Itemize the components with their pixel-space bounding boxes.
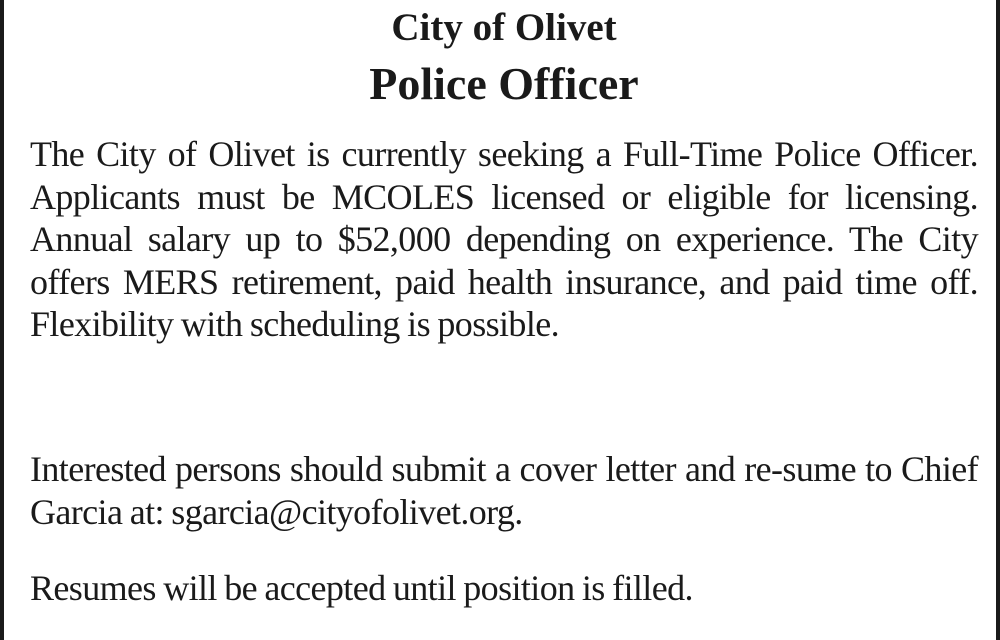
ad-paragraph-description: The City of Olivet is currently seeking a Full-Time Police Officer. Applicants must be MCOLES licensed or eligible for licensing. Annual salary up to $52,000 depending on experience. The City offers MERS retirement, paid health insurance, and paid time off. Flexibility with scheduling is possible. — [30, 134, 978, 344]
organization-name: City of Olivet — [391, 6, 617, 49]
ad-paragraph-how-to-apply: Interested persons should submit a cover letter and re-sume to Chief Garcia at: sgarcia@cityofolivet.org. — [30, 449, 978, 532]
job-title: Police Officer — [369, 58, 639, 109]
ad-paragraph-deadline: Resumes will be accepted until position is filled. — [30, 568, 693, 608]
